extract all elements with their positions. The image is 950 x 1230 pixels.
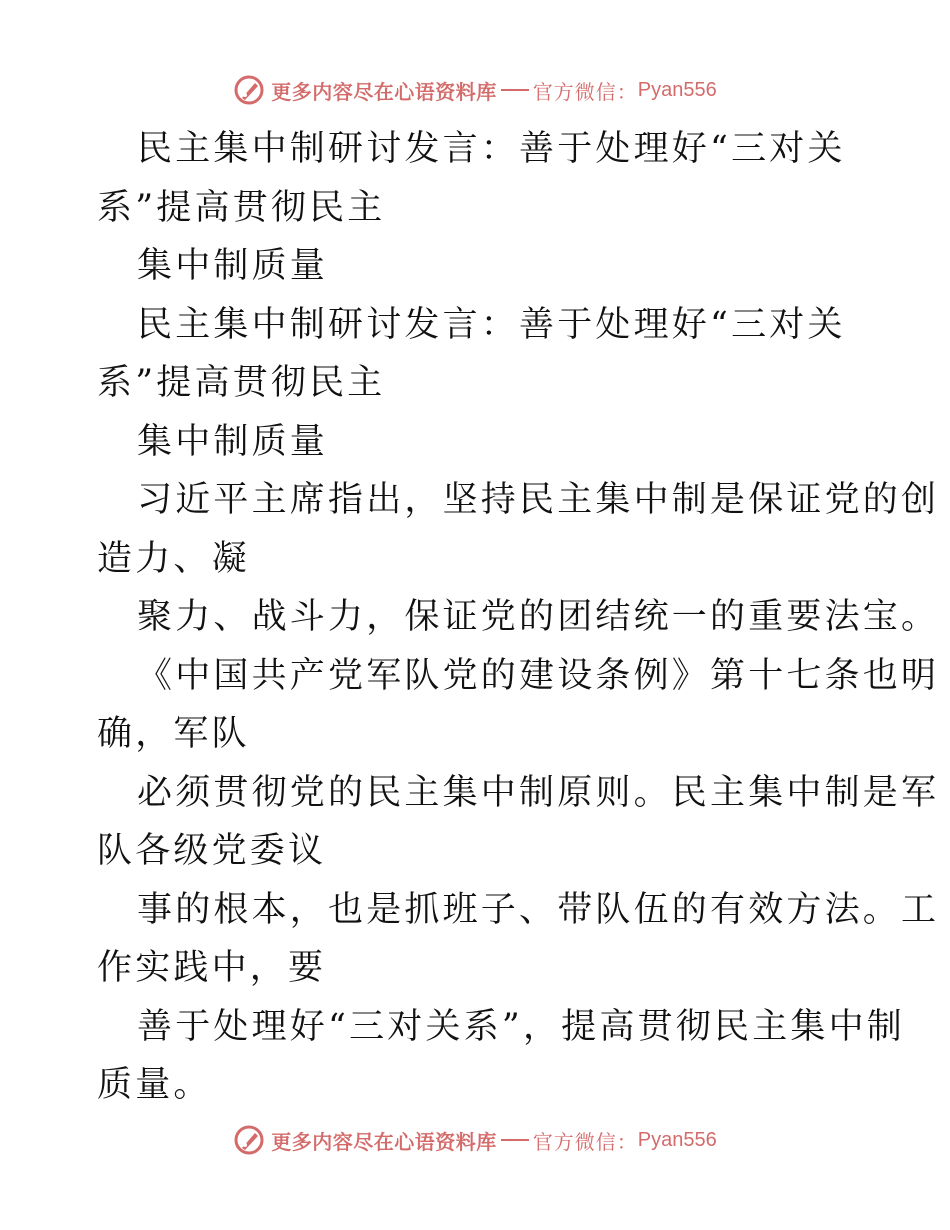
body-line: 事的根本，也是抓班子、带队伍的有效方法。工 — [137, 889, 940, 930]
body-line: 质量。 — [97, 1065, 212, 1105]
footer-dash — [501, 1139, 529, 1141]
pen-logo-icon — [233, 74, 265, 106]
footer-account: Pyan556 — [637, 1128, 717, 1151]
header-wechat-label: 官方微信： — [532, 79, 638, 104]
body-line: 《中国共产党军队党的建设条例》第十七条也明 — [137, 655, 940, 696]
footer-banner — [0, 1120, 950, 1160]
body-line: 善于处理好“三对关系”，提高贯彻民主集中制 — [137, 1006, 905, 1047]
body-line: 作实践中，要 — [97, 948, 327, 988]
header-banner — [0, 70, 950, 110]
body-line: 造力、凝 — [97, 538, 250, 579]
body-line: 队各级党委议 — [97, 831, 327, 871]
header-account: Pyan556 — [637, 78, 717, 101]
body-line: 集中制质量 — [137, 421, 329, 462]
body-line: 必须贯彻党的民主集中制原则。民主集中制是军 — [137, 772, 940, 813]
footer-wechat-label: 官方微信： — [532, 1129, 638, 1154]
header-dash — [501, 89, 529, 91]
body-line: 集中制质量 — [137, 246, 329, 286]
footer-site-text: 更多内容尽在心语资料库 — [271, 1129, 497, 1154]
pen-logo-icon — [233, 1124, 265, 1156]
document-body — [97, 120, 940, 1115]
body-line: 确，军队 — [97, 714, 250, 754]
body-line: 聚力、战斗力，保证党的团结统一的重要法宝。 — [137, 597, 940, 637]
body-line: 民主集中制研讨发言：善于处理好“三对关 — [137, 129, 846, 169]
body-line: 系”提高贯彻民主 — [97, 363, 386, 403]
body-line: 系”提高贯彻民主 — [97, 187, 386, 228]
header-site-text: 更多内容尽在心语资料库 — [271, 79, 497, 104]
body-line: 民主集中制研讨发言：善于处理好“三对关 — [137, 304, 846, 345]
body-line: 习近平主席指出，坚持民主集中制是保证党的创 — [137, 480, 940, 520]
